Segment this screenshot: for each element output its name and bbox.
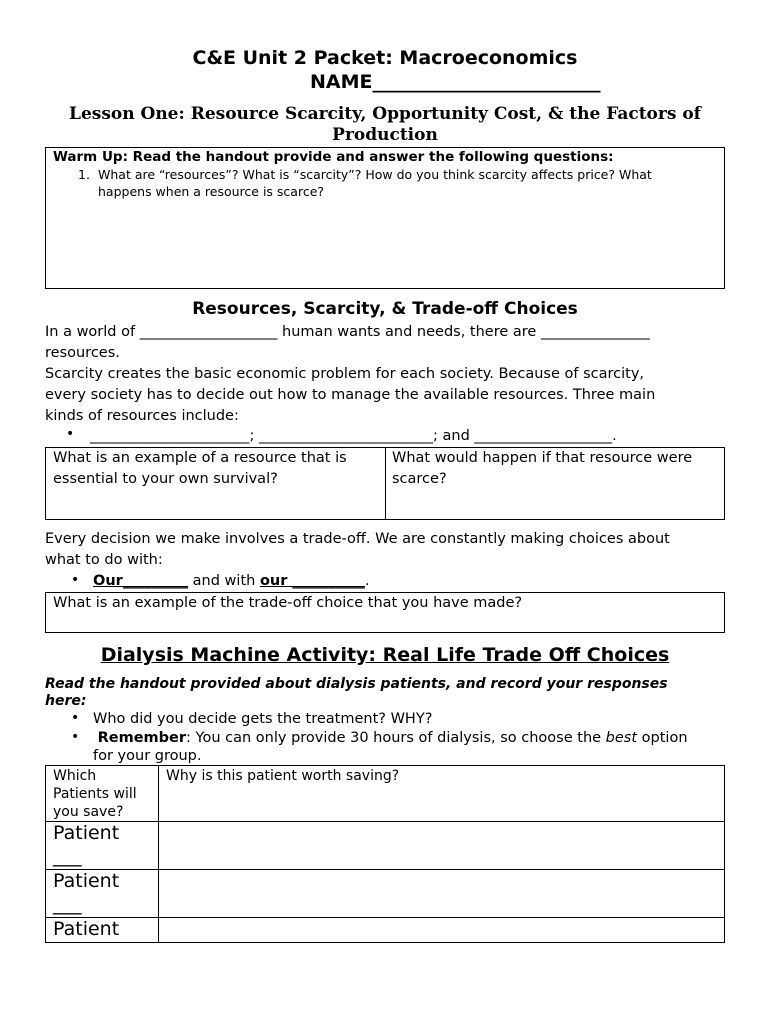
table-row-divider [46,917,724,918]
bullet-remember [93,729,733,765]
packet-title: C&E Unit 2 Packet: Macroeconomics [192,47,578,69]
col-header-why: Why is this patient worth saving? [166,768,400,784]
warmup-box[interactable] [45,147,725,289]
section-heading-resources: Resources, Scarcity, & Trade-off Choices [192,299,578,319]
resources-paragraph [45,322,735,427]
para-line: kinds of resources include: [45,408,239,424]
col-header-patients: Which Patients will you save? [53,768,137,820]
patient-blank[interactable]: ___ [53,845,82,867]
para-line: resources. [45,345,120,361]
patient-cell[interactable] [53,918,119,941]
bullet-icon: • [71,729,80,745]
patient-label: Patient [53,822,120,844]
table-row-divider [46,869,724,870]
resource-survival-question: What is an example of a resource that is essential to your own survival? [53,450,347,487]
para-line: Scarcity creates the basic economic problem for each society. Because of scarcity, [45,366,645,382]
tradeoff-example-box[interactable] [45,592,725,633]
tradeoff-example-question: What is an example of the trade-off choice that you have made? [53,595,523,611]
resource-kinds-blanks[interactable]: ______________________; ________________________; and ___________________. [90,428,617,444]
remember-label: Remember [97,730,187,746]
question-line2: happens when a resource is scarce? [98,184,325,199]
para-line: every society has to decide out how to manage the available resources. Three main [45,387,656,403]
bullet-who: Who did you decide gets the treatment? WHY? [93,711,433,727]
para-line: Every decision we make involves a trade-off. We are constantly making choices about [45,531,670,547]
resource-table [45,447,725,520]
lesson-title [0,104,770,146]
our-blanks[interactable] [93,571,370,592]
para-line: In a world of ___________________ human wants and needs, there are _______________ [45,324,650,340]
best-word: best [605,730,638,746]
patient-cell[interactable] [53,870,119,916]
tradeoff-paragraph [45,529,735,571]
remember-end: option [637,730,688,746]
dialysis-heading: Dialysis Machine Activity: Real Life Trade Off Choices [100,644,670,666]
instruction-line2: here: [45,693,87,709]
table-divider [385,448,386,519]
warmup-heading: Warm Up: Read the handout provide and answer the following questions: [53,149,614,165]
question-line1: What are “resources”? What is “scarcity”? How do you think scarcity affects price? What [98,167,652,182]
name-label: NAME [310,71,373,93]
patient-label: Patient [53,918,120,940]
our-label: Our [93,573,123,589]
warmup-question [98,166,723,200]
remember-line2: for your group. [93,748,202,764]
lesson-title-line1: Lesson One: Resource Scarcity, Opportunity Cost, & the Factors of [68,104,701,124]
bullet-icon: • [71,710,80,726]
our2-label: our [259,573,288,589]
bullet-icon: • [66,426,75,442]
resource-scarce-question: What would happen if that resource were scarce? [392,450,693,487]
remember-text: : You can only provide 30 hours of dialysis, so choose the [186,730,606,746]
patient-cell[interactable] [53,822,119,868]
our-blank[interactable]: _________ [122,573,189,589]
para-line: what to do with: [45,552,163,568]
patient-label: Patient [53,870,120,892]
our2-blank[interactable]: __________ [287,573,365,589]
table-row-divider [46,821,724,822]
and-with-text: and with [188,573,260,589]
question-number: 1. [78,167,90,182]
bullet-icon: • [71,572,80,588]
name-field[interactable] [310,71,601,93]
lesson-title-line2: Production [332,125,438,145]
patients-table-divider [158,766,159,942]
patient-blank[interactable]: ___ [53,893,82,915]
period: . [364,573,370,589]
patients-table [45,765,725,943]
instruction-line1: Read the handout provided about dialysis patients, and record your responses [45,676,668,692]
name-blank[interactable]: ________________________ [372,71,601,93]
dialysis-instruction [45,676,735,710]
